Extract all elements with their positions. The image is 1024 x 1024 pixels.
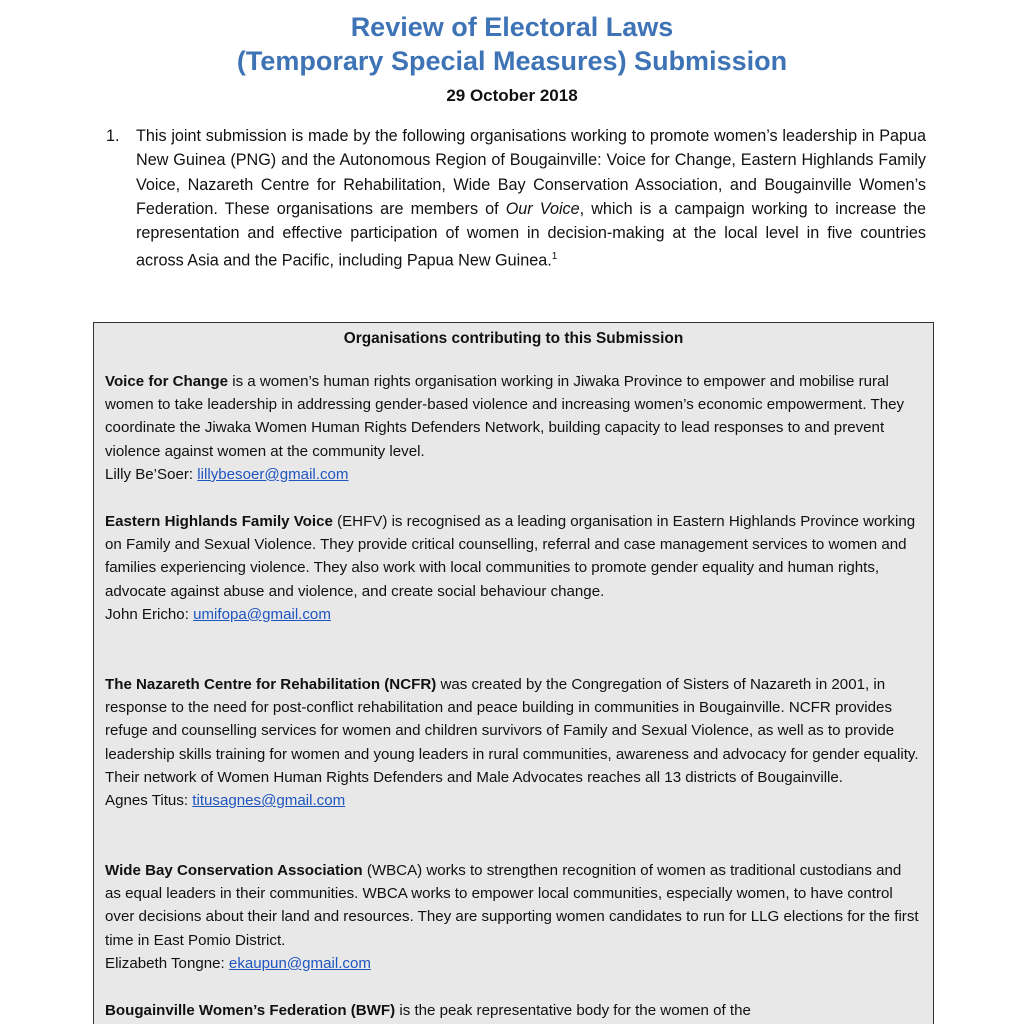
org-name: Bougainville Women’s Federation (BWF) [105, 1002, 396, 1019]
org-name: Wide Bay Conservation Association [105, 862, 363, 879]
paragraph-number: 1. [106, 127, 120, 145]
org-email-link[interactable]: ekaupun@gmail.com [228, 954, 371, 972]
org-contact-name: Agnes Titus: [105, 792, 193, 810]
org-entry-ehfv [105, 510, 920, 626]
org-email-link[interactable]: titusagnes@gmail.com [192, 792, 346, 810]
document-title-line-2: (Temporary Special Measures) Submission [236, 46, 788, 76]
org-description: was created by the Congregation of Sisters of Nazareth in 2001, in response to the need for post-conflict rehabilitation and peace building in communities in Bougainville. NCFR provides refuge and counselling services for women and children survivors of Family and Sexual Violence, as well as to provide leadership skills training for women and young leaders in rural communities, awareness and advocacy for gender equality. Their network of Women Human Rights Defenders and Male Advocates reaches all 13 districts of Bougainville. [105, 676, 919, 786]
org-description: (EHFV) is recognised as a leading organisation in Eastern Highlands Province working on Family and Sexual Violence. They provide critical counselling, referral and case management services to women and families experiencing violence. They also work with local communities to promote gender equality and human rights, advocate against abuse and violence, and create social behaviour change. [105, 513, 916, 600]
org-name: Eastern Highlands Family Voice [105, 513, 333, 530]
org-contact-name: John Ericho: [105, 605, 194, 623]
org-name: Voice for Change [105, 373, 229, 390]
org-entry-voice-for-change [105, 370, 920, 486]
document-date: 29 October 2018 [446, 86, 578, 105]
org-name: The Nazareth Centre for Rehabilitation (NCFR) [105, 676, 437, 693]
org-contact-name: Elizabeth Tongne: [105, 954, 229, 972]
org-email-link[interactable]: lillybesoer@gmail.com [197, 465, 349, 483]
organisations-box [93, 322, 934, 1024]
org-entry-bwf [105, 999, 920, 1022]
intro-italic-campaign-name: Our Voice [505, 199, 580, 218]
org-description: is the peak representative body for the women of the [395, 1002, 751, 1019]
document-title-line-1: Review of Electoral Laws [350, 12, 674, 42]
org-entry-ncfr [105, 673, 920, 812]
intro-paragraph [106, 124, 926, 273]
organisations-box-heading: Organisations contributing to this Submission [343, 330, 684, 347]
intro-text-part-2: , which is a campaign working to increase the representation and effective participation of women in decision-making at the local level in five countries across Asia and the Pacific, including Papua New Guinea. [136, 199, 926, 270]
org-email-link[interactable]: umifopa@gmail.com [193, 605, 331, 623]
org-contact-name: Lilly Be’Soer: [105, 465, 198, 483]
org-description: (WBCA) works to strengthen recognition of women as traditional custodians and as equal leaders in their communities. WBCA works to empower local communities, especially women, to have control over decisions about their land and resources. They are supporting women candidates to run for LLG elections for the first time in East Pomio District. [105, 862, 919, 949]
org-description: is a women’s human rights organisation working in Jiwaka Province to empower and mobilise rural women to take leadership in addressing gender-based violence and increasing women’s economic empowerment. They coordinate the Jiwaka Women Human Rights Defenders Network, building capacity to lead responses to and prevent violence against women at the community level. [105, 373, 905, 460]
footnote-marker[interactable]: 1 [551, 251, 558, 263]
intro-text-part-1: This joint submission is made by the following organisations working to promote women’s leadership in Papua New Guinea (PNG) and the Autonomous Region of Bougainville: Voice for Change, Eastern Highlands Family Voice, Nazareth Centre for Rehabilitation, Wide Bay Conservation Association, and Bougainville Women’s Federation. These organisations are members of [136, 127, 926, 218]
org-entry-wbca [105, 859, 920, 975]
